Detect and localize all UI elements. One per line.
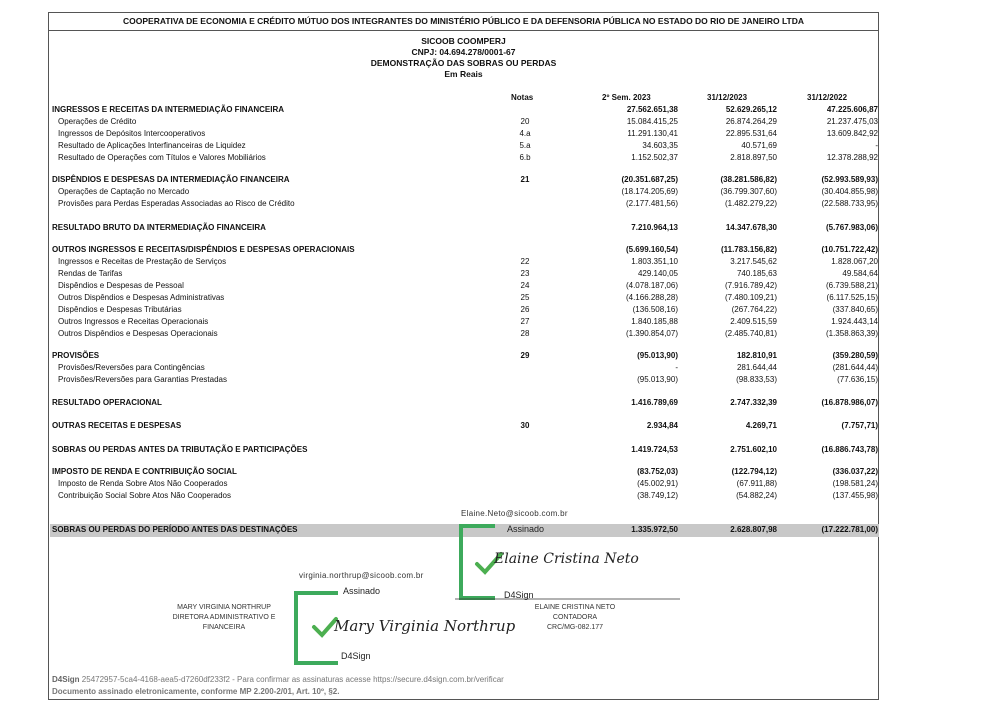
table-row [50,256,879,268]
table-row [50,292,879,304]
row-note: 30 [520,421,530,430]
unit-label: Em Reais [444,69,483,79]
row-value-2023: (54.882,24) [736,491,777,500]
row-label: Operações de Crédito [58,117,137,126]
row-value-2sem-2023: 27.562.651,38 [626,105,678,114]
table-row [50,186,879,198]
row-note: 27 [520,317,530,326]
elaine-name: ELAINE CRISTINA NETO [534,604,616,611]
row-label: INGRESSOS E RECEITAS DA INTERMEDIAÇÃO FINANCEIRA [52,105,285,114]
row-value-2023: (98.833,53) [736,375,777,384]
row-value-2022: (1.358.863,39) [825,329,878,338]
row-value-2sem-2023: 15.084.415,25 [626,117,678,126]
cnpj: CNPJ: 04.694.278/0001-67 [411,47,516,57]
col-2sem-2023: 2º Sem. 2023 [602,93,651,102]
table-row [50,444,879,456]
row-value-2023: 2.818.897,50 [730,153,777,162]
table-row [50,420,879,432]
row-label: Provisões para Perdas Esperadas Associadas ao Risco de Crédito [58,199,295,208]
row-value-2sem-2023: (4.078.187,06) [625,281,678,290]
row-value-2023: (267.764,22) [731,305,777,314]
row-value-2022: 21.237.475,03 [826,117,878,126]
elaine-crc: CRC/MG-082.177 [546,624,604,631]
row-value-2sem-2023: 1.152.502,37 [631,153,678,162]
row-value-2sem-2023: 34.603,35 [642,141,678,150]
row-value-2022: (7.757,71) [841,421,878,430]
row-label: OUTROS INGRESSOS E RECEITAS/DISPÊNDIOS E DESPESAS OPERACIONAIS [52,245,355,254]
table-row [50,362,879,374]
row-label: Outros Ingressos e Receitas Operacionais [58,317,209,326]
elaine-d4sign-label: D4Sign [504,590,534,600]
row-label: RESULTADO BRUTO DA INTERMEDIAÇÃO FINANCEIRA [52,223,266,232]
elaine-signed-label: Assinado [507,524,545,534]
row-value-2022: (5.767.983,06) [825,223,878,232]
table-row [50,304,879,316]
row-label: Outros Dispêndios e Despesas Administrativas [58,293,225,302]
table-row [50,152,879,164]
table-row [50,198,879,210]
row-value-2022: (22.588.733,95) [821,199,878,208]
row-value-2sem-2023: 1.335.972,50 [631,525,678,534]
row-label: Outros Dispêndios e Despesas Operacionais [58,329,218,338]
mary-signed-label: Assinado [343,586,381,596]
table-row [50,128,879,140]
row-value-2023: 2.409.515,59 [730,317,777,326]
table-row [50,268,879,280]
row-note: 26 [520,305,530,314]
row-note: 22 [520,257,530,266]
table-row [50,397,879,409]
row-value-2023: 2.751.602,10 [730,445,777,454]
row-label: Provisões/Reversões para Contingências [58,363,205,372]
legal-note: Documento assinado eletronicamente, conforme MP 2.200-2/01, Art. 10º, §2. [52,687,340,696]
row-value-2sem-2023: (38.749,12) [637,491,678,500]
row-note: 20 [520,117,530,126]
row-value-2023: (7.480.109,21) [724,293,777,302]
table-row [50,316,879,328]
table-row [50,328,879,340]
row-value-2022: (6.117.525,15) [826,293,878,302]
table-row [50,174,879,186]
row-value-2022: 13.609.842,92 [826,129,878,138]
row-value-2022: (336.037,22) [832,467,878,476]
table-row [50,116,879,128]
mary-d4sign-label: D4Sign [341,651,371,661]
row-value-2022: 47.225.606,87 [826,105,878,114]
table-row [50,280,879,292]
table-row [50,222,879,234]
row-value-2022: (198.581,24) [832,479,878,488]
verification-note [52,675,504,684]
row-note: 29 [520,351,530,360]
row-value-2023: 40.571,69 [741,141,777,150]
row-note: 4.a [519,129,531,138]
row-label: Provisões/Reversões para Garantias Prestadas [58,375,227,384]
row-value-2022: (17.222.781,00) [821,525,878,534]
row-value-2022: 12.378.288,92 [826,153,878,162]
row-value-2sem-2023: 7.210.964,13 [631,223,678,232]
row-label: SOBRAS OU PERDAS DO PERÍODO ANTES DAS DESTINAÇÕES [52,525,298,534]
row-value-2023: 281.644,44 [736,363,777,372]
row-label: PROVISÕES [52,351,100,360]
row-value-2023: 14.347.678,30 [725,223,777,232]
row-note: 6.b [519,153,531,162]
row-label: Dispêndios e Despesas Tributárias [58,305,182,314]
row-value-2sem-2023: (95.013,90) [637,375,678,384]
row-value-2sem-2023: (18.174.205,69) [621,187,678,196]
col-31-12-2023: 31/12/2023 [707,93,748,102]
elaine-email: Elaine.Neto@sicoob.com.br [461,509,568,518]
row-value-2sem-2023: (83.752,03) [637,467,678,476]
row-value-2sem-2023: 2.934,84 [646,421,678,430]
mary-role-line2: FINANCEIRA [202,624,246,631]
row-value-2sem-2023: - [675,363,678,372]
row-value-2sem-2023: 1.416.789,69 [631,398,678,407]
table-row [50,244,879,256]
table-row [50,490,879,502]
table-row [50,478,879,490]
row-value-2023: 26.874.264,29 [725,117,777,126]
cooperative-name: COOPERATIVA DE ECONOMIA E CRÉDITO MÚTUO DOS INTEGRANTES DO MINISTÉRIO PÚBLICO E DA DEFENSORIA PÚBLICA NO ESTADO DO RIO DE JANEIRO LTDA [123,16,804,26]
row-value-2023: 52.629.265,12 [725,105,777,114]
row-value-2022: - [875,141,878,150]
mary-signature: Mary Virginia Northrup [334,617,516,635]
row-value-2023: (36.799.307,60) [720,187,777,196]
row-value-2022: (30.404.855,98) [821,187,878,196]
row-note: 28 [520,329,530,338]
row-label: OUTRAS RECEITAS E DESPESAS [52,421,182,430]
col-notas: Notas [511,93,534,102]
row-label: Dispêndios e Despesas de Pessoal [58,281,184,290]
row-value-2sem-2023: (1.390.854,07) [625,329,678,338]
elaine-role: CONTADORA [552,614,598,621]
row-value-2sem-2023: 1.840.185,88 [631,317,678,326]
row-value-2022: 1.924.443,14 [831,317,878,326]
row-value-2022: (281.644,44) [832,363,878,372]
row-value-2022: (10.751.722,42) [821,245,878,254]
row-value-2sem-2023: 429.140,05 [637,269,678,278]
row-value-2022: 1.828.067,20 [831,257,878,266]
row-value-2sem-2023: (2.177.481,56) [625,199,678,208]
row-value-2023: (11.783.156,82) [720,245,777,254]
header-divider [48,30,879,31]
row-value-2023: (7.916.789,42) [724,281,777,290]
row-value-2023: 740.185,63 [736,269,777,278]
row-value-2022: 49.584,64 [842,269,878,278]
row-label: DISPÊNDIOS E DESPESAS DA INTERMEDIAÇÃO FINANCEIRA [52,175,290,184]
row-value-2022: (137.455,98) [832,491,878,500]
row-value-2022: (52.993.589,93) [821,175,878,184]
table-row [50,140,879,152]
table-row [50,104,879,116]
row-value-2sem-2023: (45.002,91) [637,479,678,488]
row-note: 25 [520,293,530,302]
row-value-2023: (38.281.586,82) [720,175,777,184]
row-value-2023: 3.217.545,62 [730,257,777,266]
row-note: 23 [520,269,530,278]
row-value-2022: (359.280,59) [832,351,878,360]
row-value-2022: (6.739.588,21) [825,281,878,290]
row-label: Imposto de Renda Sobre Atos Não Cooperados [58,479,228,488]
row-note: 21 [520,175,530,184]
mary-email: virginia.northrup@sicoob.com.br [299,571,424,580]
row-value-2023: (1.482.279,22) [724,199,777,208]
row-note: 5.a [519,141,531,150]
row-value-2022: (77.636,15) [837,375,878,384]
row-value-2sem-2023: (95.013,90) [637,351,678,360]
row-label: Resultado de Aplicações Interfinanceiras de Liquidez [58,141,246,150]
statement-title: DEMONSTRAÇÃO DAS SOBRAS OU PERDAS [370,58,557,68]
row-label: SOBRAS OU PERDAS ANTES DA TRIBUTAÇÃO E PARTICIPAÇÕES [52,445,308,454]
brand-name: SICOOB COOMPERJ [421,36,506,46]
row-value-2sem-2023: (136.508,16) [632,305,678,314]
row-note: 24 [520,281,530,290]
row-value-2023: 4.269,71 [745,421,777,430]
row-value-2sem-2023: 1.419.724,53 [631,445,678,454]
row-label: Ingressos e Receitas de Prestação de Serviços [58,257,227,266]
footer-brand: D4Sign [52,675,80,684]
row-value-2023: (2.485.740,81) [724,329,777,338]
row-value-2023: 2.628.807,98 [730,525,777,534]
row-value-2023: (122.794,12) [731,467,777,476]
row-label: Contribuição Social Sobre Atos Não Cooperados [58,491,231,500]
row-value-2sem-2023: (5.699.160,54) [625,245,678,254]
row-label: Operações de Captação no Mercado [58,187,190,196]
row-value-2023: (67.911,88) [736,479,777,488]
row-label: Ingressos de Depósitos Intercooperativos [58,129,206,138]
row-value-2sem-2023: (4.166.288,28) [625,293,678,302]
row-value-2023: 182.810,91 [736,351,777,360]
mary-role-line1: DIRETORA ADMINISTRATIVO E [172,614,276,621]
row-value-2sem-2023: 1.803.351,10 [631,257,678,266]
row-value-2sem-2023: 11.291.130,41 [627,129,678,138]
verification-text: 25472957-5ca4-4168-aea5-d7260df233f2 - Para confirmar as assinaturas acesse https://secure.d4sign.com.br/verificar [81,675,504,684]
col-31-12-2022: 31/12/2022 [807,93,848,102]
row-value-2022: (16.886.743,78) [821,445,878,454]
row-value-2023: 2.747.332,39 [730,398,777,407]
row-value-2023: 22.895.531,64 [725,129,777,138]
mary-name: MARY VIRGINIA NORTHRUP [177,604,271,611]
row-label: Rendas de Tarifas [58,269,123,278]
row-label: RESULTADO OPERACIONAL [52,398,162,407]
elaine-signature: Elaine Cristina Neto [494,551,639,567]
row-label: Resultado de Operações com Títulos e Valores Mobiliários [58,153,266,162]
row-value-2sem-2023: (20.351.687,25) [621,175,678,184]
row-value-2022: (16.878.986,07) [821,398,878,407]
table-row [50,466,879,478]
table-row [50,350,879,362]
row-value-2022: (337.840,65) [832,305,878,314]
row-label: IMPOSTO DE RENDA E CONTRIBUIÇÃO SOCIAL [52,467,237,476]
table-row [50,374,879,386]
